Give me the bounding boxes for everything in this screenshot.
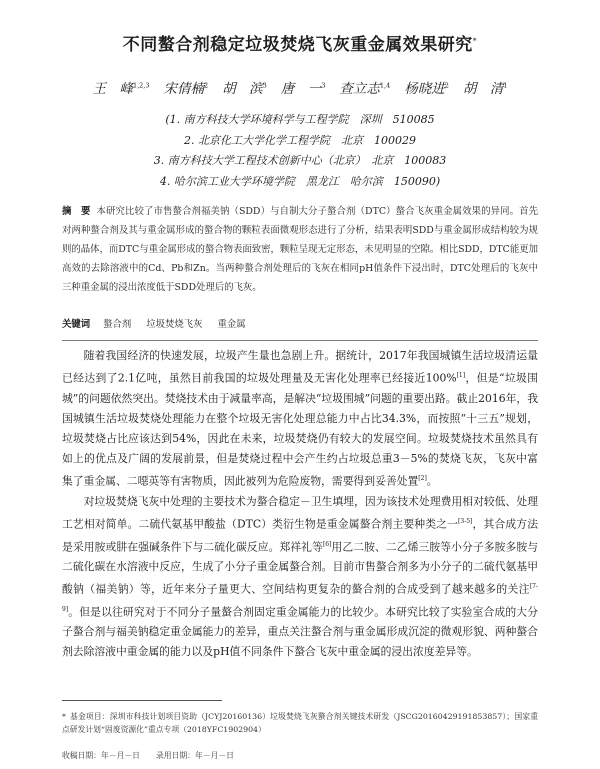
author: 胡 滨$^3$ bbox=[222, 81, 267, 97]
body-paragraph-1: 随着我国经济的快速发展，垃圾产生量也急剧上升。据统计，2017年我国城镇生活垃圾清运量已经达到了2.1亿吨，虽然目前我国的垃圾处理量及无害化处理率已经接近100%[1]，但是“垃圾围城”的问题依然突出。焚烧技术由于减量率高，是解决“垃圾围城”问题的重要出路。截止2016年，我国城镇生活垃圾焚烧处理能力在整个垃圾无害化处理总能力中占比34.3%，而按照“十三五”规划，垃圾焚烧占比应该达到54%，因此在未来，垃圾焚烧仍有较大的发展空间。垃圾焚烧技术虽然具有如上的优点及广阔的发展前景，但是焚烧过程中会产生约占垃圾总重3－5%的焚烧飞灰，飞灰中富集了重金属、二噁英等有害物质，因此被列为危险废物，需要得到妥善处置[2]。 bbox=[62, 349, 538, 488]
date-line bbox=[62, 750, 538, 761]
footnote-text: 基金项目：深圳市科技计划项目资助（JCYJ20160136）垃圾焚烧飞灰螯合剂关键技术研发（JSCG20160429191853857）；国家重点研发计划“固废资源化”重点专项（2018YFC1902904） bbox=[62, 712, 538, 734]
keyword: 重金属 bbox=[217, 319, 246, 330]
revised-date: 录用日期：年－月－日 bbox=[155, 751, 234, 760]
citation: [7-9] bbox=[62, 583, 538, 613]
affiliation: (1. 南方科技大学环境科学与工程学院 深圳 510085 bbox=[165, 113, 435, 126]
affiliation: 3. 南方科技大学工程技术创新中心（北京） 北京 100083 bbox=[153, 154, 447, 167]
citation: [6] bbox=[322, 540, 332, 548]
author: 宋倩楠$^2$ bbox=[163, 81, 209, 97]
affiliation-list bbox=[0, 110, 600, 192]
author: 查立志$^{1,4}$ bbox=[339, 81, 391, 97]
abstract bbox=[62, 202, 538, 297]
citation: [2] bbox=[418, 474, 427, 482]
citation: [3-5] bbox=[458, 518, 473, 525]
author: 杨晓进$^2$ bbox=[404, 81, 449, 97]
footnote-divider bbox=[62, 700, 222, 701]
author: 胡 清$^1$ bbox=[462, 81, 508, 97]
paper-title-text: 不同螯合剂稳定垃圾焚烧飞灰重金属效果研究 bbox=[122, 35, 473, 55]
affiliation: 4. 哈尔滨工业大学环境学院 黑龙江 哈尔滨 150090) bbox=[159, 174, 441, 188]
affiliation: 2. 北京化工大学化学工程学院 北京 100029 bbox=[184, 133, 416, 147]
body-paragraph-2: 对垃圾焚烧飞灰中处理的主要技术为螯合稳定－卫生填埋，因为该技术处理费用相对较低、处理工艺相对简单。二硫代氨基甲酸盐（DTC）类衍生物是重金属螯合剂主要种类之一[3-5]，其合成方法是采用胺或肼在强碱条件下与二硫化碳反应。郑祥礼等[6]用乙二胺、二乙烯三胺等小分子多胺多胺与二硫化碳在水溶液中反应，生成了小分子重金属螯合剂。目前市售螯合剂多为小分子的二硫代氨基甲酸钠（福美钠）等，近年来分子量更大、空间结构更复杂的螯合剂的合成受到了越来越多的关注[7-9]。但是以往研究对于不同分子量螯合剂固定重金属能力的比较少。本研究比较了实验室合成的大分子螯合剂与福美钠稳定重金属能力的差异，重点关注螯合剂与重金属形成沉淀的微观形貌、两种螯合剂去除溶液中重金属的能力以及pH值不同条件下螯合飞灰中重金属的浸出浓度差异等。 bbox=[62, 495, 539, 659]
section-divider bbox=[62, 340, 538, 341]
citation: [1] bbox=[456, 372, 466, 379]
footnote-mark: * bbox=[62, 712, 66, 721]
abstract-text: 本研究比较了市售螯合剂福美钠（SDD）与自制大分子螯合剂（DTC）螯合飞灰重金属效果的异同。首先对两种螯合剂及其与重金属形成的螯合物的颗粒表面微观形态进行了分析，结果表明SDD与重金属形成结构较为规则的晶体，而DTC与重金属形成的螯合物表面致密，颗粒呈现无定形态，未见明显的空隙。相比SDD，DTC能更加高效的去除溶液中的Cd、Pb和Zn。当两种螯合剂处理后的飞灰在相同pH值条件下浸出时，DTC处理后的飞灰中三种重金属的浸出浓度低于SDD处理后的飞灰。 bbox=[62, 206, 538, 293]
title-footnote-mark: * bbox=[472, 36, 478, 46]
abstract-label: 摘 要 bbox=[62, 206, 91, 217]
author: 唐 一$^3$ bbox=[280, 81, 326, 97]
received-date: 收稿日期：年－月－日 bbox=[62, 751, 140, 760]
keyword: 垃圾焚烧飞灰 bbox=[146, 319, 203, 330]
author-list bbox=[0, 77, 600, 97]
funding-footnote bbox=[62, 710, 538, 736]
keyword: 螯合剂 bbox=[103, 319, 132, 330]
keywords bbox=[62, 316, 538, 330]
author: 王 峰$^{1,2,3}$ bbox=[92, 81, 150, 97]
keywords-label: 关键词 bbox=[62, 319, 91, 330]
paper-title bbox=[0, 30, 600, 55]
